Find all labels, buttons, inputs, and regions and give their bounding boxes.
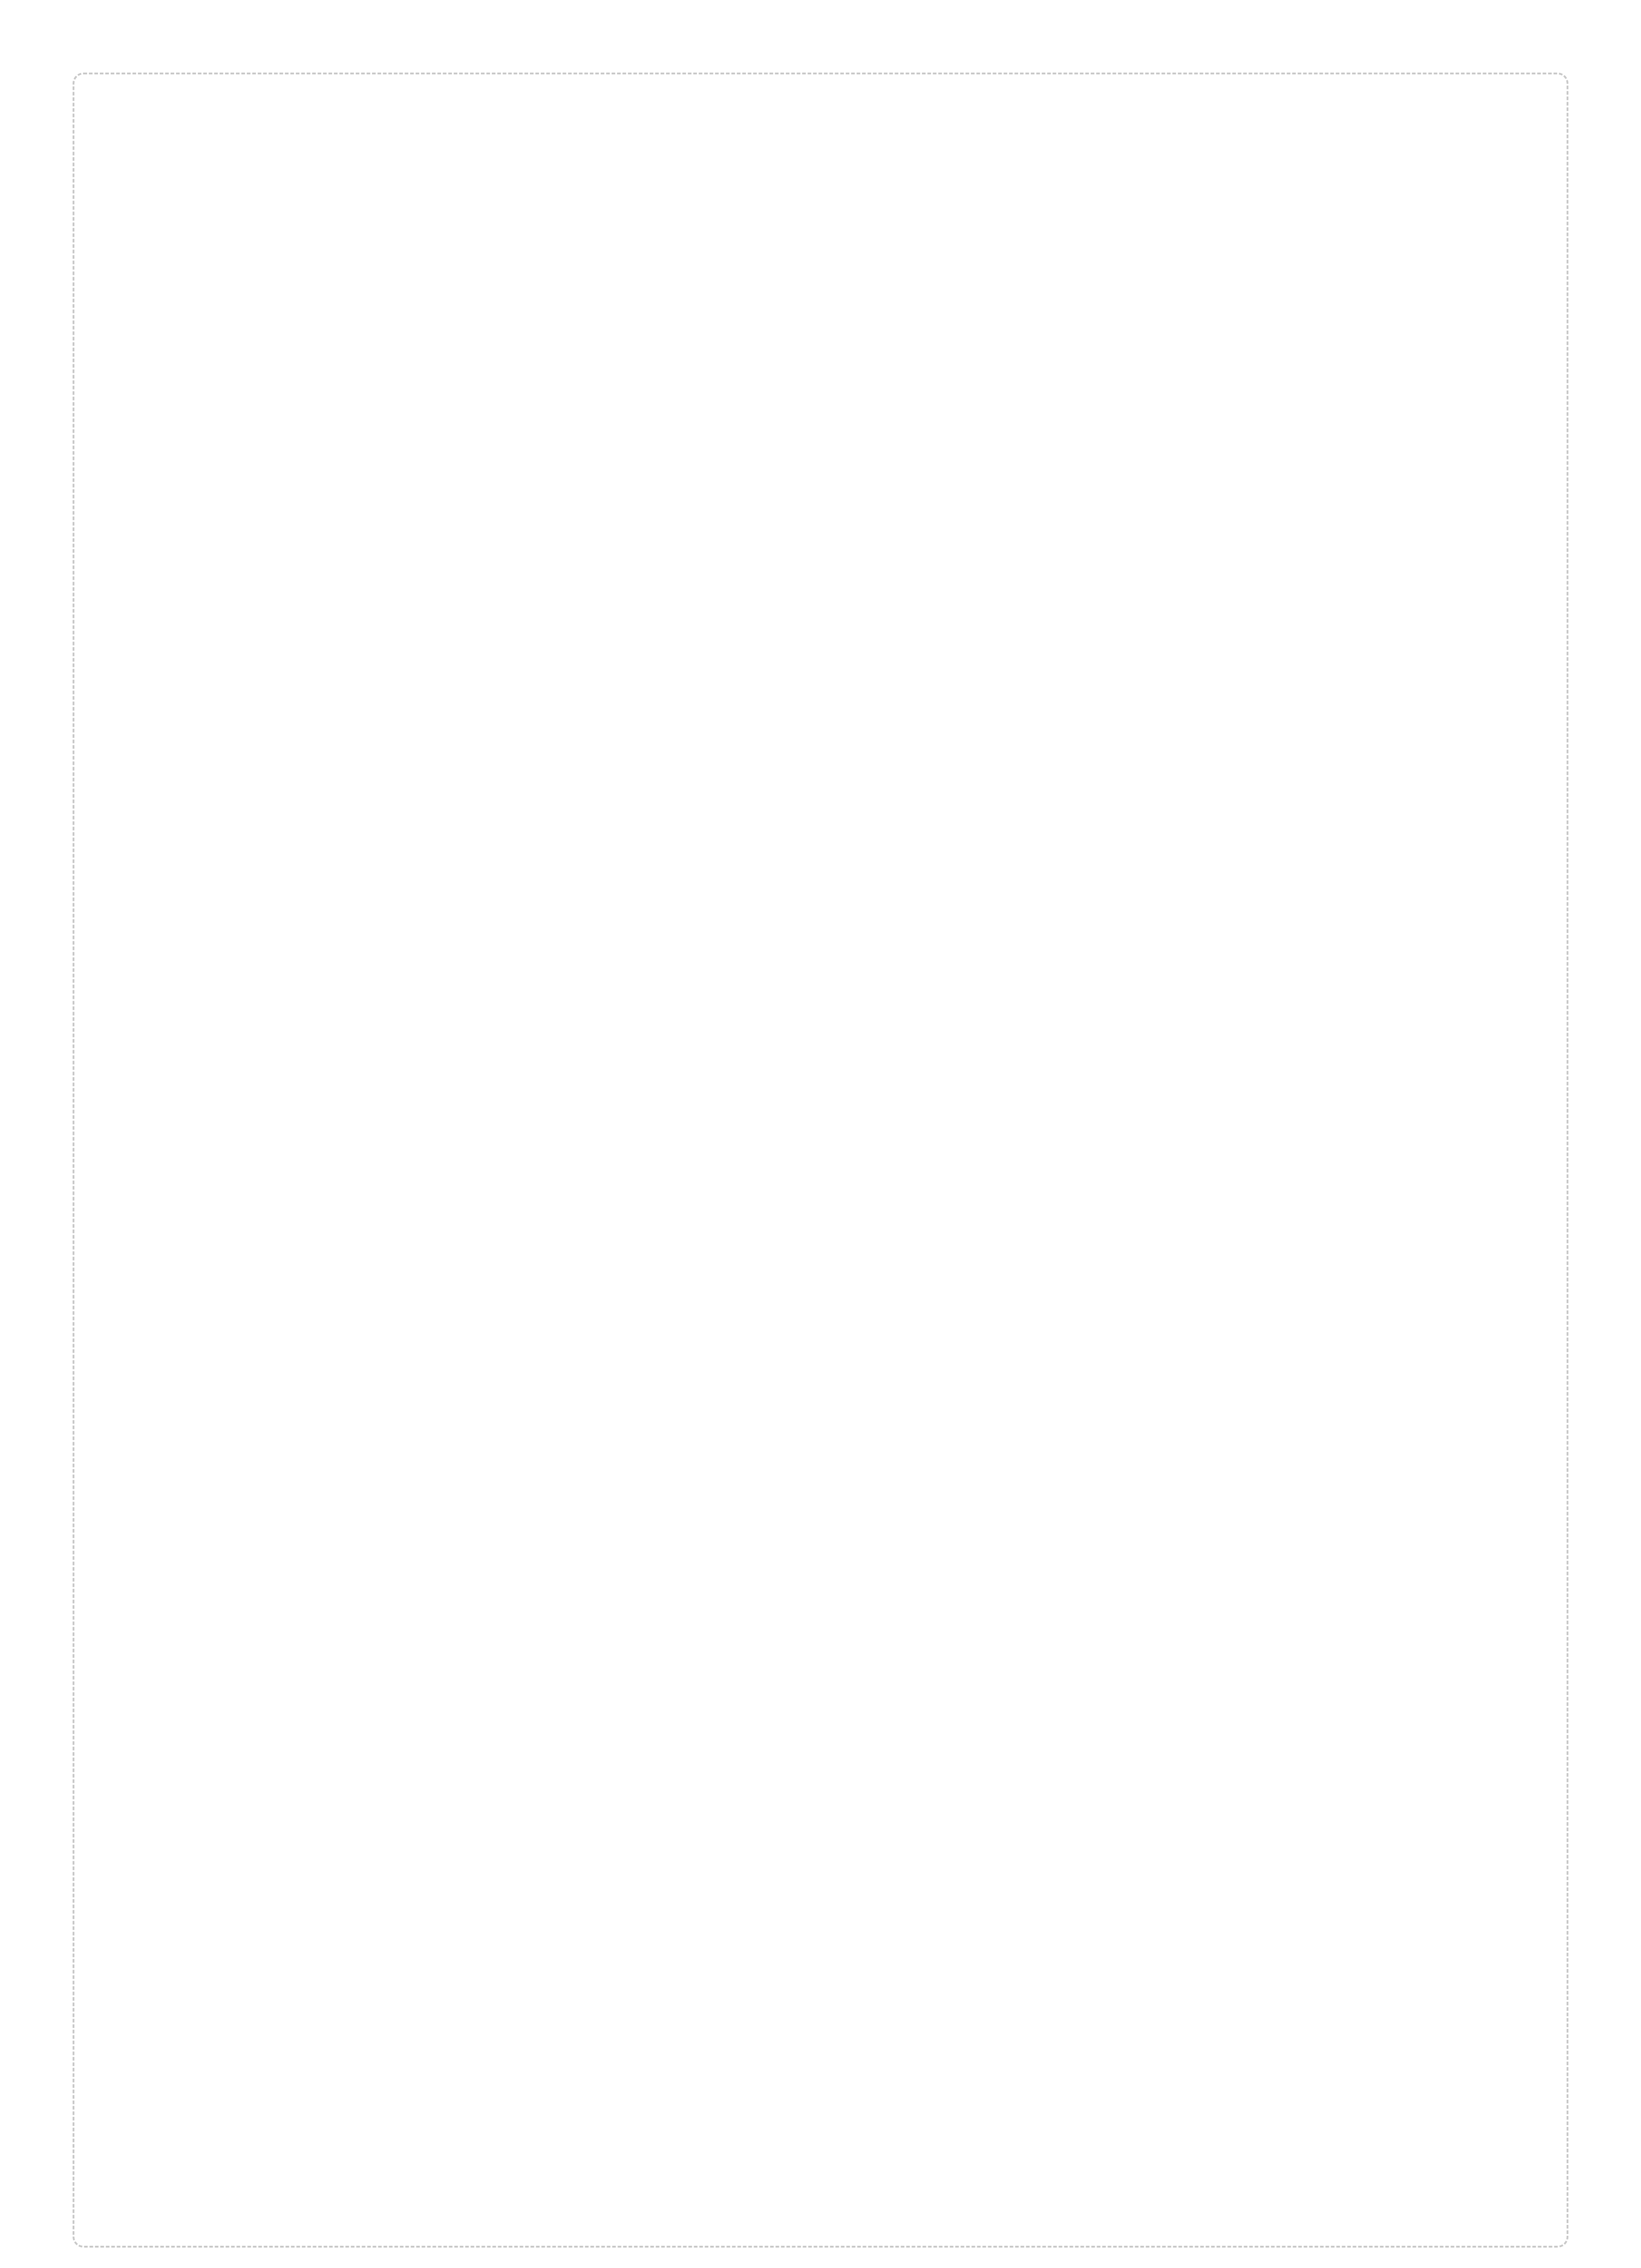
placeholder-frame bbox=[73, 73, 1568, 2248]
